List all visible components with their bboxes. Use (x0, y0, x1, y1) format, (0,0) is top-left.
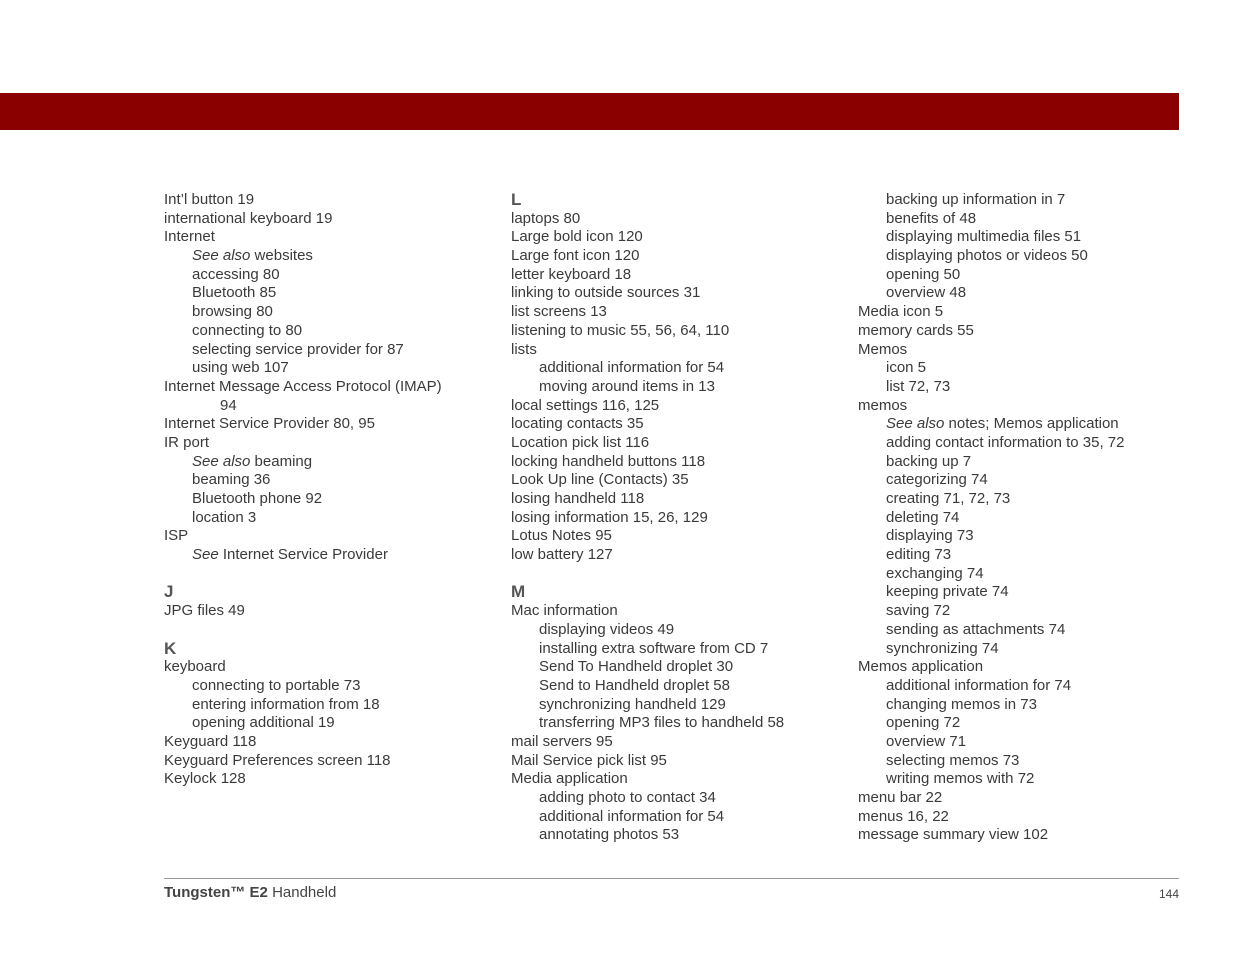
index-entry: message summary view 102 (858, 826, 1049, 844)
index-entry: memos (858, 396, 908, 414)
index-subentry (164, 453, 484, 472)
index-subentry: exchanging 74 (886, 564, 984, 582)
index-subentry: adding photo to contact 34 (539, 789, 716, 806)
index-subentry: annotating photos 53 (539, 826, 680, 844)
index-entry: losing handheld 118 (511, 490, 645, 507)
index-subentry: adding contact information to 35, 72 (886, 433, 1125, 451)
index-subentry: list 72, 73 (886, 377, 951, 395)
index-subentry: overview 48 (886, 284, 967, 302)
see-reference: See also (886, 415, 945, 433)
index-subentry: deleting 74 (886, 508, 960, 526)
index-entry: Mac information (511, 602, 618, 620)
index-entry: list screens 13 (511, 303, 607, 321)
index-entry: Lotus Notes 95 (511, 527, 612, 545)
index-subentry: accessing 80 (192, 265, 280, 283)
index-subentry: displaying photos or videos 50 (886, 247, 1088, 265)
index-subentry: synchronizing handheld 129 (539, 695, 726, 713)
index-entry: low battery 127 (511, 546, 613, 564)
index-subentry: additional information for 54 (539, 807, 725, 825)
index-subentry: additional information for 74 (886, 676, 1072, 694)
index-entry: keyboard (164, 658, 226, 676)
index-subentry: selecting service provider for 87 (192, 340, 404, 358)
index-entry: menu bar 22 (858, 789, 943, 806)
index-entry: losing information 15, 26, 129 (511, 508, 708, 526)
index-entry: Media icon 5 (858, 303, 944, 321)
index-entry: Large bold icon 120 (511, 228, 643, 246)
index-subentry: installing extra software from CD 7 (539, 639, 769, 657)
index-entry: Keyguard Preferences screen 118 (164, 751, 391, 769)
index-subentry: overview 71 (886, 732, 967, 750)
see-reference: See (192, 546, 219, 564)
index-subentry: 94 (220, 396, 237, 414)
index-subentry (858, 415, 1178, 434)
index-entry: Look Up line (Contacts) 35 (511, 471, 689, 489)
index-subentry: opening 50 (886, 265, 961, 283)
section-letter: L (511, 190, 522, 209)
index-entry: listening to music 55, 56, 64, 110 (511, 321, 730, 339)
index-subentry: writing memos with 72 (886, 770, 1035, 788)
index-entry: Internet Message Access Protocol (IMAP) (164, 377, 442, 395)
index-subentry (164, 546, 484, 565)
index-entry: memory cards 55 (858, 321, 974, 339)
index-subentry: moving around items in 13 (539, 377, 715, 395)
index-subentry: icon 5 (886, 359, 927, 377)
see-target: Internet Service Provider (222, 546, 388, 564)
index-entry: Internet (164, 228, 215, 246)
index-subentry: beaming 36 (192, 471, 271, 489)
footer-product-suffix: Handheld (267, 884, 337, 901)
index-subentry: transferring MP3 files to handheld 58 (539, 714, 785, 732)
index-entry: Int’l button 19 (164, 191, 255, 208)
index-entry: menus 16, 22 (858, 807, 949, 825)
index-subentry: entering information from 18 (192, 695, 380, 713)
index-entry: locating contacts 35 (511, 415, 644, 433)
index-subentry: backing up 7 (886, 452, 972, 470)
index-entry: lists (511, 340, 537, 358)
footer-product (164, 884, 336, 901)
index-subentry: changing memos in 73 (886, 695, 1037, 713)
index-entry: Keylock 128 (164, 770, 246, 788)
index-subentry: using web 107 (192, 359, 289, 377)
index-subentry: Send To Handheld droplet 30 (539, 658, 734, 676)
index-entry: linking to outside sources 31 (511, 284, 701, 302)
index-subentry: Bluetooth 85 (192, 284, 277, 302)
index-entry: locking handheld buttons 118 (511, 452, 706, 470)
page-number: 144 (1158, 887, 1179, 901)
see-reference: See also (192, 247, 251, 265)
index-subentry: creating 71, 72, 73 (886, 490, 1011, 507)
index-entry: JPG files 49 (164, 602, 245, 620)
footer-rule (164, 878, 1179, 879)
index-subentry: connecting to portable 73 (192, 676, 361, 694)
section-gap (164, 621, 484, 640)
index-entry: Memos (858, 340, 908, 358)
index-entry: Memos application (858, 658, 984, 676)
index-entry: Large font icon 120 (511, 247, 640, 265)
index-subentry: saving 72 (886, 602, 951, 620)
index-entry: laptops 80 (511, 209, 581, 227)
index-entry: Media application (511, 770, 628, 788)
index-entry: Mail Service pick list 95 (511, 751, 667, 769)
index-subentry: opening additional 19 (192, 714, 335, 732)
index-entry: Keyguard 118 (164, 732, 257, 750)
index-subentry: displaying multimedia files 51 (886, 228, 1082, 246)
index-subentry: editing 73 (886, 546, 952, 564)
index-entry: IR port (164, 433, 210, 451)
index-subentry (164, 247, 484, 266)
index-column-3 (858, 191, 1178, 845)
index-subentry: selecting memos 73 (886, 751, 1020, 769)
index-subentry: browsing 80 (192, 303, 273, 321)
index-column-2 (511, 191, 831, 845)
index-entry: Location pick list 116 (511, 433, 650, 451)
index-subentry: benefits of 48 (886, 209, 977, 227)
section-letter: K (164, 638, 177, 658)
footer-product-name: Tungsten™ E2 (164, 884, 268, 901)
section-gap (511, 565, 831, 584)
index-subentry: displaying videos 49 (539, 620, 675, 638)
index-subentry: connecting to 80 (192, 321, 303, 339)
see-reference: See also (192, 452, 251, 470)
index-subentry: categorizing 74 (886, 471, 988, 489)
header-band (0, 93, 1179, 130)
index-subentry: backing up information in 7 (886, 191, 1066, 208)
index-subentry: synchronizing 74 (886, 639, 999, 657)
index-entry: Internet Service Provider 80, 95 (164, 415, 375, 433)
index-entry: letter keyboard 18 (511, 265, 632, 283)
index-subentry: sending as attachments 74 (886, 620, 1066, 638)
index-subentry: additional information for 54 (539, 359, 725, 377)
index-subentry: keeping private 74 (886, 583, 1009, 601)
see-target: beaming (254, 452, 313, 470)
index-subentry: Send to Handheld droplet 58 (539, 676, 730, 694)
index-entry: local settings 116, 125 (511, 396, 660, 414)
index-subentry: displaying 73 (886, 527, 974, 545)
index-subentry: opening 72 (886, 714, 961, 732)
see-target: websites (254, 247, 313, 265)
see-target: notes; Memos application (948, 415, 1119, 433)
section-letter: M (511, 582, 526, 602)
index-subentry: location 3 (192, 508, 257, 526)
section-gap (164, 565, 484, 584)
section-letter: J (164, 582, 174, 602)
index-subentry: Bluetooth phone 92 (192, 490, 323, 507)
index-entry: international keyboard 19 (164, 209, 333, 227)
index-entry: mail servers 95 (511, 732, 613, 750)
index-entry: ISP (164, 527, 189, 545)
index-column-1 (164, 191, 484, 789)
